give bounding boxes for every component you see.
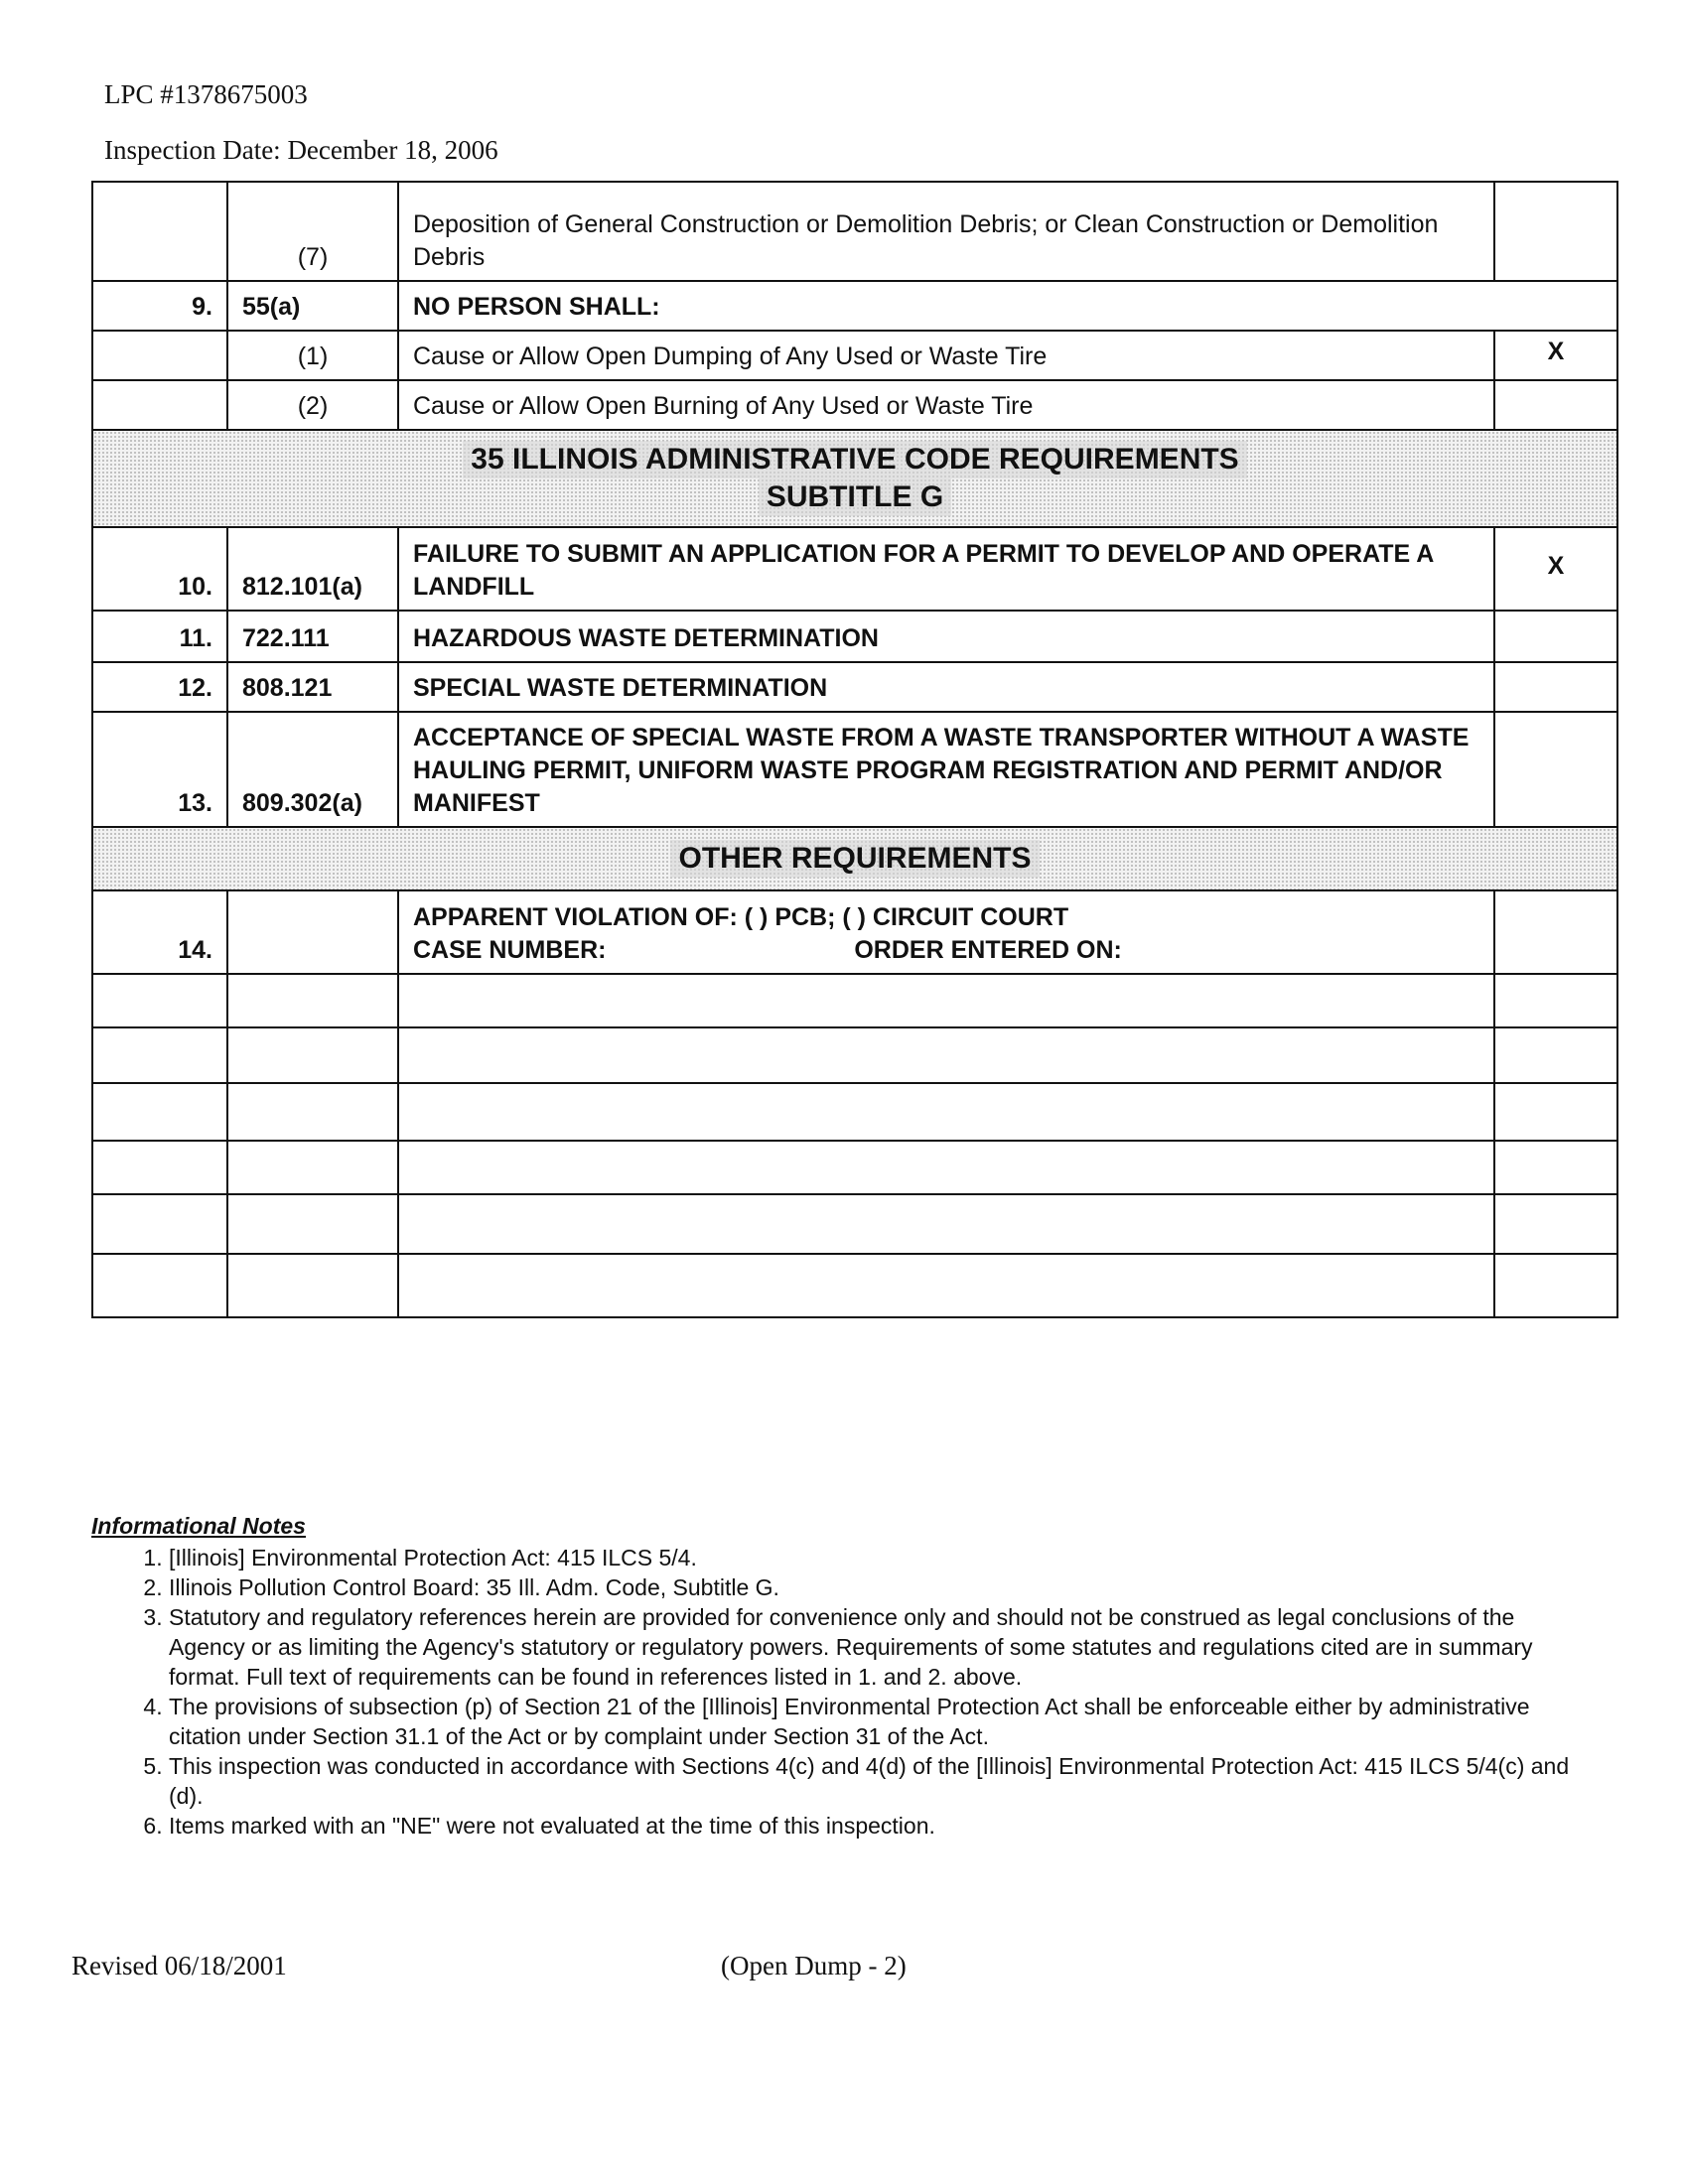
requirement-description: SPECIAL WASTE DETERMINATION <box>398 662 1494 712</box>
revised-date: Revised 06/18/2001 <box>71 1951 287 1980</box>
item-number: 10. <box>92 527 227 611</box>
item-number <box>92 182 227 281</box>
requirement-description: HAZARDOUS WASTE DETERMINATION <box>398 611 1494 662</box>
table-row-9 <box>92 281 1617 331</box>
section-heading-line1: 35 ILLINOIS ADMINISTRATIVE CODE REQUIREMENTS <box>463 441 1246 478</box>
table-row-11 <box>92 611 1617 662</box>
blank-cell <box>398 974 1494 1027</box>
section-heading <box>92 430 1617 527</box>
requirement-description: Cause or Allow Open Dumping of Any Used or Waste Tire <box>398 331 1494 380</box>
blank-cell <box>227 974 398 1027</box>
requirement-description <box>398 890 1494 974</box>
note-item: 3. Statutory and regulatory references herein are provided for convenience only and should not be construed as legal conclusions of the Agency or as limiting the Agency's statutory or regulatory powers. Requirements of some statutes and regulations cited are in summary format. Full text of requirements can be found in references listed in 1. and 2. above. <box>169 1602 1591 1692</box>
blank-cell <box>398 1083 1494 1141</box>
citation: 812.101(a) <box>227 527 398 611</box>
table-row-9-2 <box>92 380 1617 430</box>
blank-cell <box>1494 974 1617 1027</box>
violation-mark: X <box>1494 527 1617 611</box>
section-heading <box>92 827 1617 890</box>
item-number: 13. <box>92 712 227 827</box>
requirement-description: NO PERSON SHALL: <box>398 281 1617 331</box>
blank-row <box>92 1027 1617 1083</box>
section-band-admin-code <box>92 430 1617 527</box>
violation-mark <box>1494 611 1617 662</box>
item-number: 9. <box>92 281 227 331</box>
requirements-table <box>91 181 1618 1318</box>
blank-cell <box>92 1194 227 1254</box>
violation-mark <box>1494 182 1617 281</box>
blank-cell <box>398 1194 1494 1254</box>
table-row-7 <box>92 182 1617 281</box>
informational-notes <box>91 1511 1591 1841</box>
blank-row <box>92 974 1617 1027</box>
table-row-13 <box>92 712 1617 827</box>
citation: 55(a) <box>227 281 398 331</box>
note-item: 2. Illinois Pollution Control Board: 35 Ill. Adm. Code, Subtitle G. <box>169 1572 1591 1602</box>
section-heading-line1: OTHER REQUIREMENTS <box>670 840 1039 878</box>
table-row-10 <box>92 527 1617 611</box>
form-name: (Open Dump - 2) <box>721 1951 907 1980</box>
requirement-description: FAILURE TO SUBMIT AN APPLICATION FOR A PERMIT TO DEVELOP AND OPERATE A LANDFILL <box>398 527 1494 611</box>
citation: (2) <box>227 380 398 430</box>
violation-mark <box>1494 380 1617 430</box>
blank-cell <box>1494 1194 1617 1254</box>
blank-row <box>92 1083 1617 1141</box>
note-item: 5. This inspection was conducted in accordance with Sections 4(c) and 4(d) of the [Illinois] Environmental Protection Act: 415 ILCS 5/4(c) and (d). <box>169 1751 1591 1811</box>
blank-cell <box>227 1027 398 1083</box>
table-row-14 <box>92 890 1617 974</box>
note-item: 4. The provisions of subsection (p) of Section 21 of the [Illinois] Environmental Protection Act shall be enforceable either by administrative citation under Section 31.1 of the Act or by complaint under Section 31 of the Act. <box>169 1692 1591 1751</box>
citation: (7) <box>227 182 398 281</box>
requirement-description: Deposition of General Construction or Demolition Debris; or Clean Construction or Demolition Debris <box>398 182 1494 281</box>
section-band-other <box>92 827 1617 890</box>
blank-cell <box>1494 1254 1617 1317</box>
case-number-label: CASE NUMBER: <box>413 936 607 964</box>
item-number <box>92 380 227 430</box>
blank-cell <box>398 1141 1494 1194</box>
blank-cell <box>92 1254 227 1317</box>
blank-cell <box>227 1254 398 1317</box>
lpc-number: LPC #1378675003 <box>104 79 308 109</box>
citation: (1) <box>227 331 398 380</box>
blank-cell <box>1494 1083 1617 1141</box>
requirement-description: Cause or Allow Open Burning of Any Used or Waste Tire <box>398 380 1494 430</box>
blank-cell <box>227 1141 398 1194</box>
note-item: 6. Items marked with an "NE" were not evaluated at the time of this inspection. <box>169 1811 1591 1841</box>
order-entered-label: ORDER ENTERED ON: <box>854 936 1122 964</box>
violation-mark: X <box>1494 331 1617 380</box>
blank-row <box>92 1194 1617 1254</box>
item-number <box>92 331 227 380</box>
blank-cell <box>92 974 227 1027</box>
blank-cell <box>92 1141 227 1194</box>
citation: 809.302(a) <box>227 712 398 827</box>
notes-list <box>91 1543 1591 1841</box>
inspection-date: Inspection Date: December 18, 2006 <box>104 135 498 165</box>
citation: 808.121 <box>227 662 398 712</box>
blank-cell <box>92 1083 227 1141</box>
table-row-12 <box>92 662 1617 712</box>
requirement-description: ACCEPTANCE OF SPECIAL WASTE FROM A WASTE TRANSPORTER WITHOUT A WASTE HAULING PERMIT, UNIFORM WASTE PROGRAM REGISTRATION AND PERMIT AND/OR MANIFEST <box>398 712 1494 827</box>
item-number: 14. <box>92 890 227 974</box>
violation-mark <box>1494 890 1617 974</box>
blank-cell <box>398 1027 1494 1083</box>
case-order-line <box>413 934 1479 967</box>
section-heading-line2: SUBTITLE G <box>759 478 951 516</box>
violation-mark <box>1494 662 1617 712</box>
item-number: 12. <box>92 662 227 712</box>
violation-of-line: APPARENT VIOLATION OF: ( ) PCB; ( ) CIRCUIT COURT <box>413 903 1069 931</box>
blank-cell <box>1494 1141 1617 1194</box>
blank-cell <box>398 1254 1494 1317</box>
item-number: 11. <box>92 611 227 662</box>
blank-cell <box>227 1194 398 1254</box>
blank-cell <box>1494 1027 1617 1083</box>
note-item: 1. [Illinois] Environmental Protection Act: 415 ILCS 5/4. <box>169 1543 1591 1572</box>
blank-row <box>92 1141 1617 1194</box>
violation-mark <box>1494 712 1617 827</box>
blank-cell <box>227 1083 398 1141</box>
blank-row <box>92 1254 1617 1317</box>
blank-cell <box>92 1027 227 1083</box>
citation: 722.111 <box>227 611 398 662</box>
citation <box>227 890 398 974</box>
table-row-9-1 <box>92 331 1617 380</box>
notes-title: Informational Notes <box>91 1513 306 1539</box>
